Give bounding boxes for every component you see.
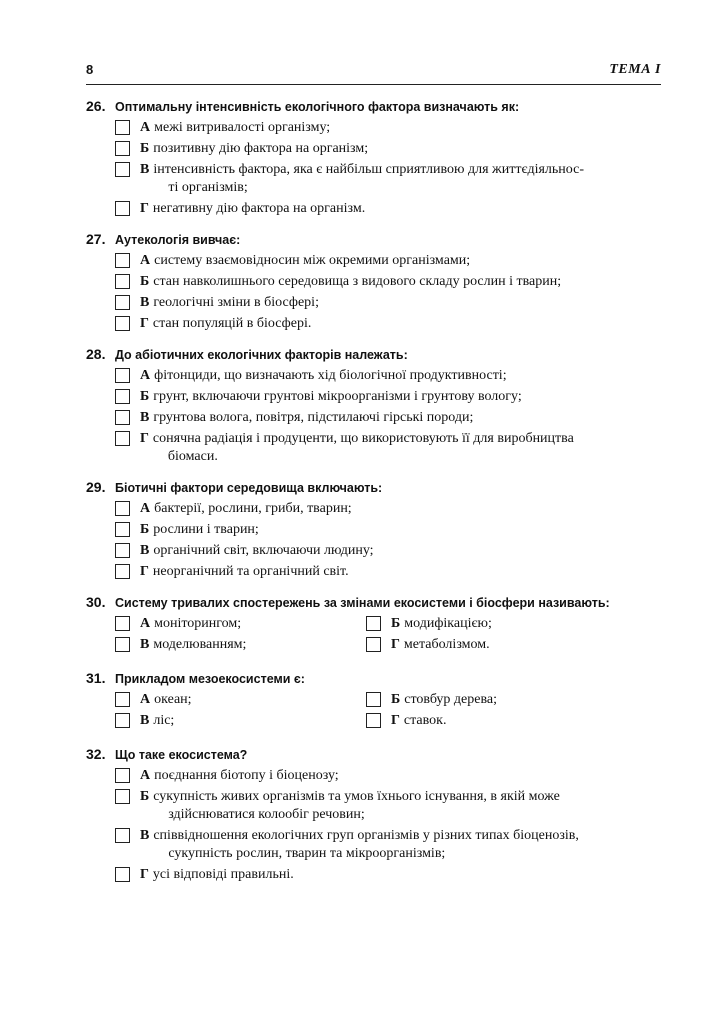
- answer-checkbox[interactable]: [115, 316, 130, 331]
- question-28: [86, 346, 661, 466]
- answer-checkbox[interactable]: [115, 431, 130, 446]
- question-number: 26.: [86, 98, 106, 114]
- answer-checkbox[interactable]: [115, 389, 130, 404]
- answer-option-b: [86, 273, 661, 291]
- answer-option-v: [86, 827, 661, 863]
- answer-option-v: [86, 542, 661, 560]
- answer-option-a: [86, 691, 366, 709]
- option-text-wrapper: [153, 161, 661, 197]
- option-text: бактерії, рослини, гриби, тварин;: [154, 501, 352, 516]
- option-text-wrapper: [153, 430, 661, 466]
- option-text: стан навколишнього середовища з видового складу рослин і тварин;: [153, 274, 562, 289]
- answer-option-a: [86, 119, 661, 137]
- option-letter: А: [140, 616, 151, 631]
- option-letter: Б: [140, 274, 150, 289]
- question-31: [86, 670, 661, 733]
- option-text: фітонциди, що визначають хід біологічної продуктивності;: [154, 368, 507, 383]
- answer-checkbox[interactable]: [115, 501, 130, 516]
- question-30: [86, 594, 661, 657]
- option-letter: Б: [140, 389, 150, 404]
- option-text: моделюванням;: [153, 637, 247, 652]
- answer-option-b: [86, 388, 661, 406]
- question-number: 32.: [86, 746, 106, 762]
- answer-option-g: [86, 430, 661, 466]
- option-letter: Г: [140, 431, 149, 446]
- option-text: інтенсивність фактора, яка є найбільш сприятливою для життєдіяльнос-: [153, 162, 584, 177]
- page-header: [86, 60, 661, 85]
- answer-checkbox[interactable]: [366, 692, 381, 707]
- option-text: океан;: [154, 692, 192, 707]
- answer-checkbox[interactable]: [366, 616, 381, 631]
- option-text-wrapper: [153, 788, 661, 824]
- answer-option-v: [86, 161, 661, 197]
- answer-checkbox[interactable]: [115, 295, 130, 310]
- answer-checkbox[interactable]: [115, 162, 130, 177]
- question-text: Що таке екосистема?: [115, 748, 248, 762]
- option-letter: Б: [391, 692, 401, 707]
- option-text: грунт, включаючи грунтові мікроорганізми і грунтову вологу;: [153, 389, 522, 404]
- answer-checkbox[interactable]: [115, 692, 130, 707]
- answer-checkbox[interactable]: [115, 141, 130, 156]
- answer-checkbox[interactable]: [115, 274, 130, 289]
- answer-option-a: [86, 367, 661, 385]
- answer-checkbox[interactable]: [115, 522, 130, 537]
- answer-option-a: [86, 500, 661, 518]
- answer-checkbox[interactable]: [115, 564, 130, 579]
- option-letter: А: [140, 768, 151, 783]
- option-letter: Б: [140, 789, 150, 804]
- question-text: Аутекологія вивчає:: [115, 233, 241, 247]
- page: [86, 60, 661, 887]
- answer-option-a: [86, 615, 366, 633]
- answer-option-a: [86, 767, 661, 785]
- option-letter: В: [140, 543, 150, 558]
- option-letter: Г: [391, 713, 400, 728]
- option-letter: А: [140, 692, 151, 707]
- answer-option-v: [86, 636, 366, 654]
- answer-checkbox[interactable]: [115, 867, 130, 882]
- answer-option-g: [366, 712, 661, 730]
- answer-checkbox[interactable]: [115, 713, 130, 728]
- option-letter: А: [140, 120, 151, 135]
- option-text: модифікацією;: [404, 616, 492, 631]
- answer-checkbox[interactable]: [115, 253, 130, 268]
- option-text: стан популяцій в біосфері.: [152, 316, 312, 331]
- option-text: систему взаємовідносин між окремими організмами;: [154, 253, 471, 268]
- answer-option-g: [86, 315, 661, 333]
- option-text: грунтова волога, повітря, підстилаючі гірські породи;: [153, 410, 474, 425]
- answer-option-g: [366, 636, 661, 654]
- question-text: Прикладом мезоекосистеми є:: [115, 672, 305, 686]
- answer-option-g: [86, 200, 661, 218]
- answer-checkbox[interactable]: [366, 713, 381, 728]
- option-text: негативну дію фактора на організм.: [152, 201, 366, 216]
- option-text: рослини і тварин;: [153, 522, 259, 537]
- option-text: співвідношення екологічних груп організмів у різних типах біоценозів,: [153, 828, 579, 843]
- answer-option-v: [86, 294, 661, 312]
- option-letter: А: [140, 253, 151, 268]
- option-letter: Г: [140, 201, 149, 216]
- option-text: межі витривалості організму;: [154, 120, 331, 135]
- option-text-continued: біомаси.: [167, 449, 218, 464]
- answer-checkbox[interactable]: [115, 410, 130, 425]
- question-26: [86, 98, 661, 218]
- answer-option-a: [86, 252, 661, 270]
- option-letter: В: [140, 713, 150, 728]
- option-text-continued: ті організмів;: [168, 180, 248, 195]
- answer-checkbox[interactable]: [115, 543, 130, 558]
- page-number: 8: [86, 62, 94, 77]
- question-text: Біотичні фактори середовища включають:: [115, 481, 383, 495]
- option-text: сонячна радіація і продуценти, що використовують її для виробництва: [152, 431, 574, 446]
- answer-option-b: [86, 788, 661, 824]
- answer-checkbox[interactable]: [115, 120, 130, 135]
- question-32: [86, 746, 661, 884]
- question-number: 31.: [86, 670, 106, 686]
- option-letter: В: [140, 410, 150, 425]
- option-letter: А: [140, 501, 151, 516]
- question-number: 27.: [86, 231, 106, 247]
- option-text-continued: сукупність рослин, тварин та мікроорганізмів;: [168, 846, 446, 861]
- option-text: ліс;: [153, 713, 175, 728]
- option-text: метаболізмом.: [403, 637, 490, 652]
- option-text: геологічні зміни в біосфері;: [153, 295, 319, 310]
- option-letter: Б: [140, 522, 150, 537]
- question-text: Оптимальну інтенсивність екологічного фактора визначають як:: [115, 100, 520, 114]
- answer-option-b: [366, 615, 661, 633]
- question-text: До абіотичних екологічних факторів належать:: [115, 348, 408, 362]
- option-text: поєднання біотопу і біоценозу;: [154, 768, 339, 783]
- answer-checkbox[interactable]: [115, 637, 130, 652]
- question-number: 30.: [86, 594, 106, 610]
- question-29: [86, 479, 661, 581]
- option-text: моніторингом;: [154, 616, 242, 631]
- option-text: органічний світ, включаючи людину;: [153, 543, 374, 558]
- answer-option-g: [86, 563, 661, 581]
- option-text: неорганічний та органічний світ.: [152, 564, 349, 579]
- answer-option-b: [86, 140, 661, 158]
- topic-title: ТЕМА I: [609, 62, 661, 77]
- option-text: ставок.: [403, 713, 447, 728]
- question-number: 28.: [86, 346, 106, 362]
- option-text: стовбур дерева;: [404, 692, 498, 707]
- question-text: Систему тривалих спостережень за змінами екосистеми і біосфери називають:: [115, 596, 610, 610]
- answer-checkbox[interactable]: [115, 789, 130, 804]
- answer-option-b: [86, 521, 661, 539]
- option-letter: Г: [140, 564, 149, 579]
- answer-option-g: [86, 866, 661, 884]
- answer-checkbox[interactable]: [115, 768, 130, 783]
- answer-checkbox[interactable]: [115, 201, 130, 216]
- answer-checkbox[interactable]: [115, 368, 130, 383]
- option-text: позитивну дію фактора на організм;: [153, 141, 369, 156]
- answer-option-v: [86, 409, 661, 427]
- option-text-wrapper: [153, 827, 661, 863]
- option-text: усі відповіді правильні.: [152, 867, 294, 882]
- option-letter: Г: [391, 637, 400, 652]
- answer-option-v: [86, 712, 366, 730]
- answer-checkbox[interactable]: [366, 637, 381, 652]
- option-letter: Г: [140, 867, 149, 882]
- option-letter: В: [140, 295, 150, 310]
- option-text-continued: здійснюватися колообіг речовин;: [168, 807, 365, 822]
- answer-checkbox[interactable]: [115, 828, 130, 843]
- option-letter: Б: [391, 616, 401, 631]
- option-letter: А: [140, 368, 151, 383]
- question-number: 29.: [86, 479, 106, 495]
- option-letter: В: [140, 637, 150, 652]
- option-letter: Г: [140, 316, 149, 331]
- answer-option-b: [366, 691, 661, 709]
- answer-checkbox[interactable]: [115, 616, 130, 631]
- option-text: сукупність живих організмів та умов їхнього існування, в якій може: [153, 789, 560, 804]
- option-letter: В: [140, 828, 150, 843]
- option-letter: Б: [140, 141, 150, 156]
- question-27: [86, 231, 661, 333]
- option-letter: В: [140, 162, 150, 177]
